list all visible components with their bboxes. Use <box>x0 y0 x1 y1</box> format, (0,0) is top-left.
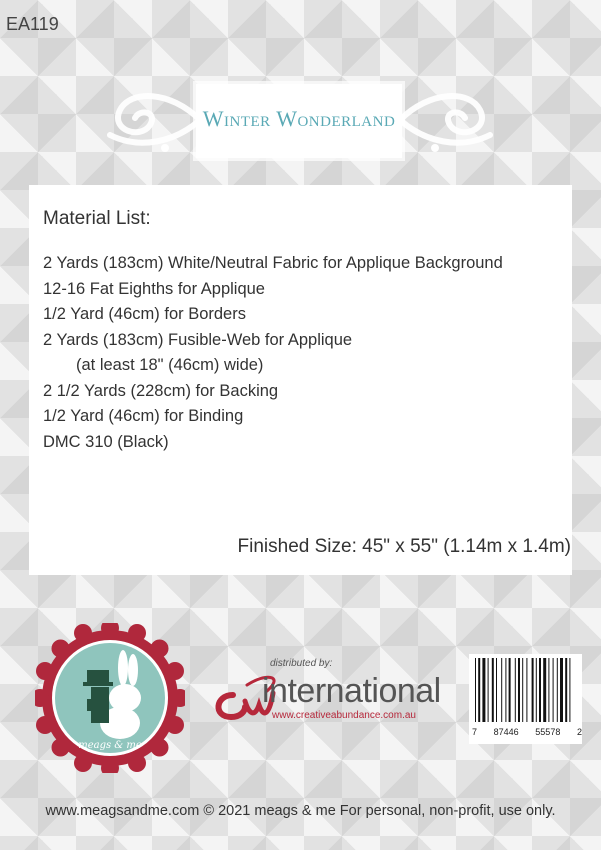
list-item: DMC 310 (Black) <box>43 432 169 451</box>
barcode-digit-group: 2 <box>576 727 582 737</box>
list-item: 1/2 Yard (46cm) for Borders <box>43 305 246 323</box>
barcode-digits <box>472 727 582 737</box>
material-list <box>43 251 503 455</box>
pattern-code: EA119 <box>6 14 59 34</box>
list-item: 12-16 Fat Eighths for Applique <box>43 279 265 298</box>
list-item: 2 Yards (183cm) Fusible-Web for Applique <box>43 330 353 349</box>
barcode-digit-group: 87446 <box>493 727 519 737</box>
pattern-title: Winter Wonderland <box>202 106 396 131</box>
barcode-bars-icon <box>469 654 582 726</box>
list-item: 1/2 Yard (46cm) for Binding <box>43 407 244 425</box>
distributor-name: international <box>262 672 441 710</box>
list-item: (at least 18" (46cm) wide) <box>76 356 264 374</box>
list-item: 2 1/2 Yards (228cm) for Backing <box>43 381 279 400</box>
distributed-by-label: distributed by: <box>270 658 333 669</box>
list-item: 2 Yards (183cm) White/Neutral Fabric for Applique Background <box>43 254 503 272</box>
barcode-digit-group: 7 <box>472 727 478 737</box>
logo-text: meags & me <box>78 740 142 751</box>
footer-copyright: www.meagsandme.com © 2021 meags & me For personal, non-profit, use only. <box>45 803 556 819</box>
finished-size: Finished Size: 45" x 55" (1.14m x 1.4m) <box>237 536 571 557</box>
material-list-heading: Material List: <box>43 208 151 229</box>
bunny-with-hat-logo-icon <box>35 623 185 773</box>
distributor-url: www.creativeabundance.com.au <box>272 710 416 721</box>
barcode-digit-group: 55578 <box>535 727 561 737</box>
